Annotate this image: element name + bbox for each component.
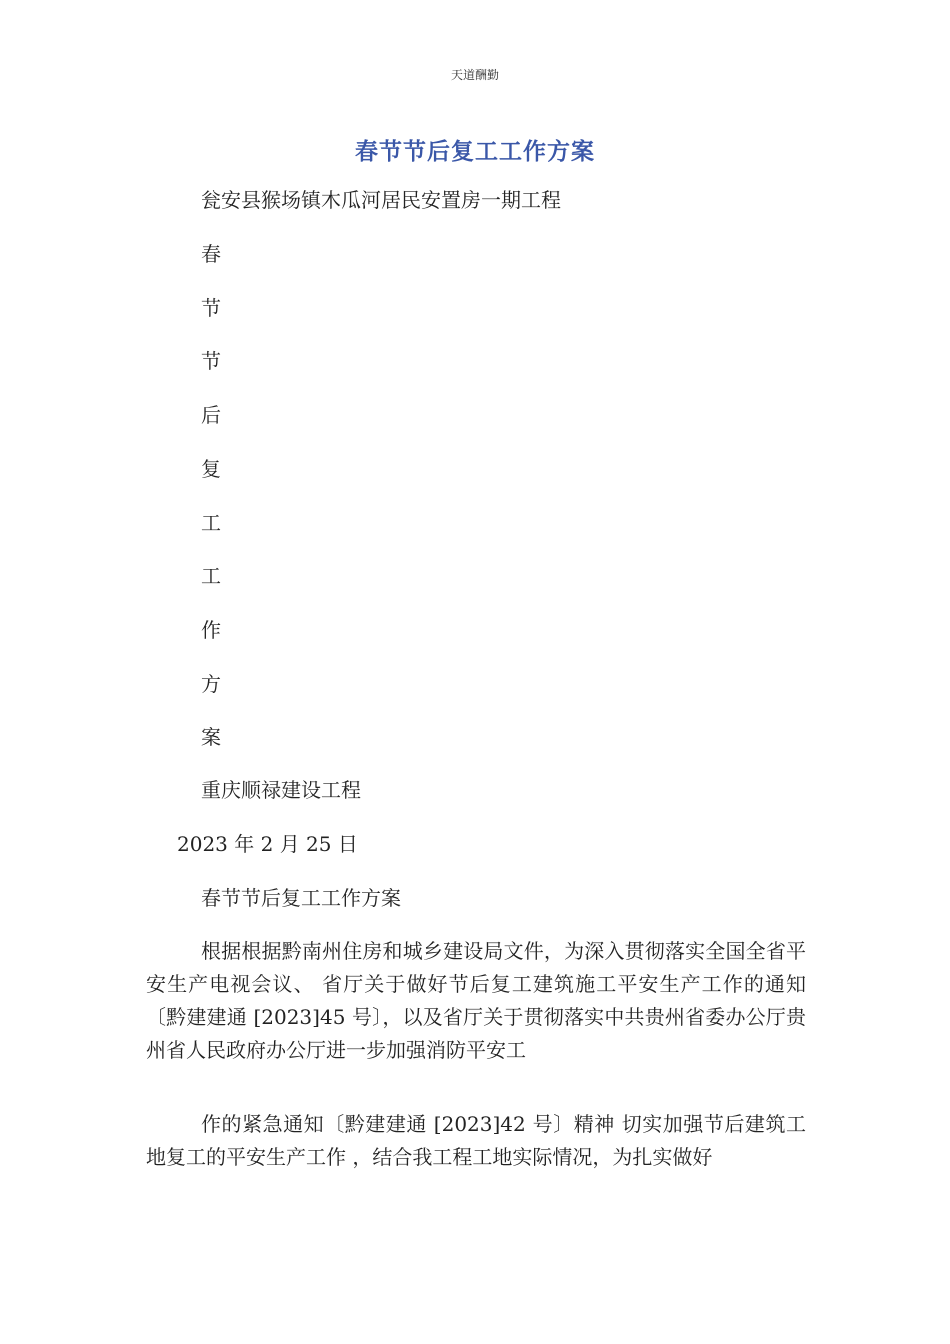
subtitle: 春节节后复工工作方案 xyxy=(201,886,401,910)
vertical-title-char: 后 xyxy=(201,403,221,427)
vertical-title-char: 春 xyxy=(201,242,221,266)
project-name: 瓮安县猴场镇木瓜河居民安置房一期工程 xyxy=(201,188,561,212)
vertical-title-char: 工 xyxy=(201,564,221,588)
vertical-title-char: 方 xyxy=(201,672,221,696)
document-title: 春节节后复工工作方案 xyxy=(355,139,595,165)
vertical-title-char: 案 xyxy=(201,725,221,749)
company-name: 重庆顺禄建设工程 xyxy=(201,778,361,802)
vertical-title-char: 作 xyxy=(201,618,221,642)
vertical-title-char: 复 xyxy=(201,457,221,481)
body-paragraph: 作的紧急通知〔黔建建通 [2023]42 号〕精神 切实加强节后建筑工地复工的平安生产工作 ，结合我工程工地实际情况，为扎实做好 xyxy=(146,1112,806,1169)
vertical-title-char: 节 xyxy=(201,349,221,373)
vertical-title-char: 工 xyxy=(201,511,221,535)
page-header: 天道酬勤 xyxy=(450,68,499,82)
vertical-title-char: 节 xyxy=(201,296,221,320)
document-date: 2023 年 2 月 25 日 xyxy=(177,832,358,856)
body-paragraph: 根据根据黔南州住房和城乡建设局文件，为深入贯彻落实全国全省平安生产电视会议、 省厅关于做好节后复工建筑施工平安生产工作的通知〔黔建建通 [2023]45 号〕，以及省厅关于贯彻落实中共贵州省委办公厅贵州省人民政府办公厅进一步加强消防平安工 xyxy=(146,939,806,1062)
